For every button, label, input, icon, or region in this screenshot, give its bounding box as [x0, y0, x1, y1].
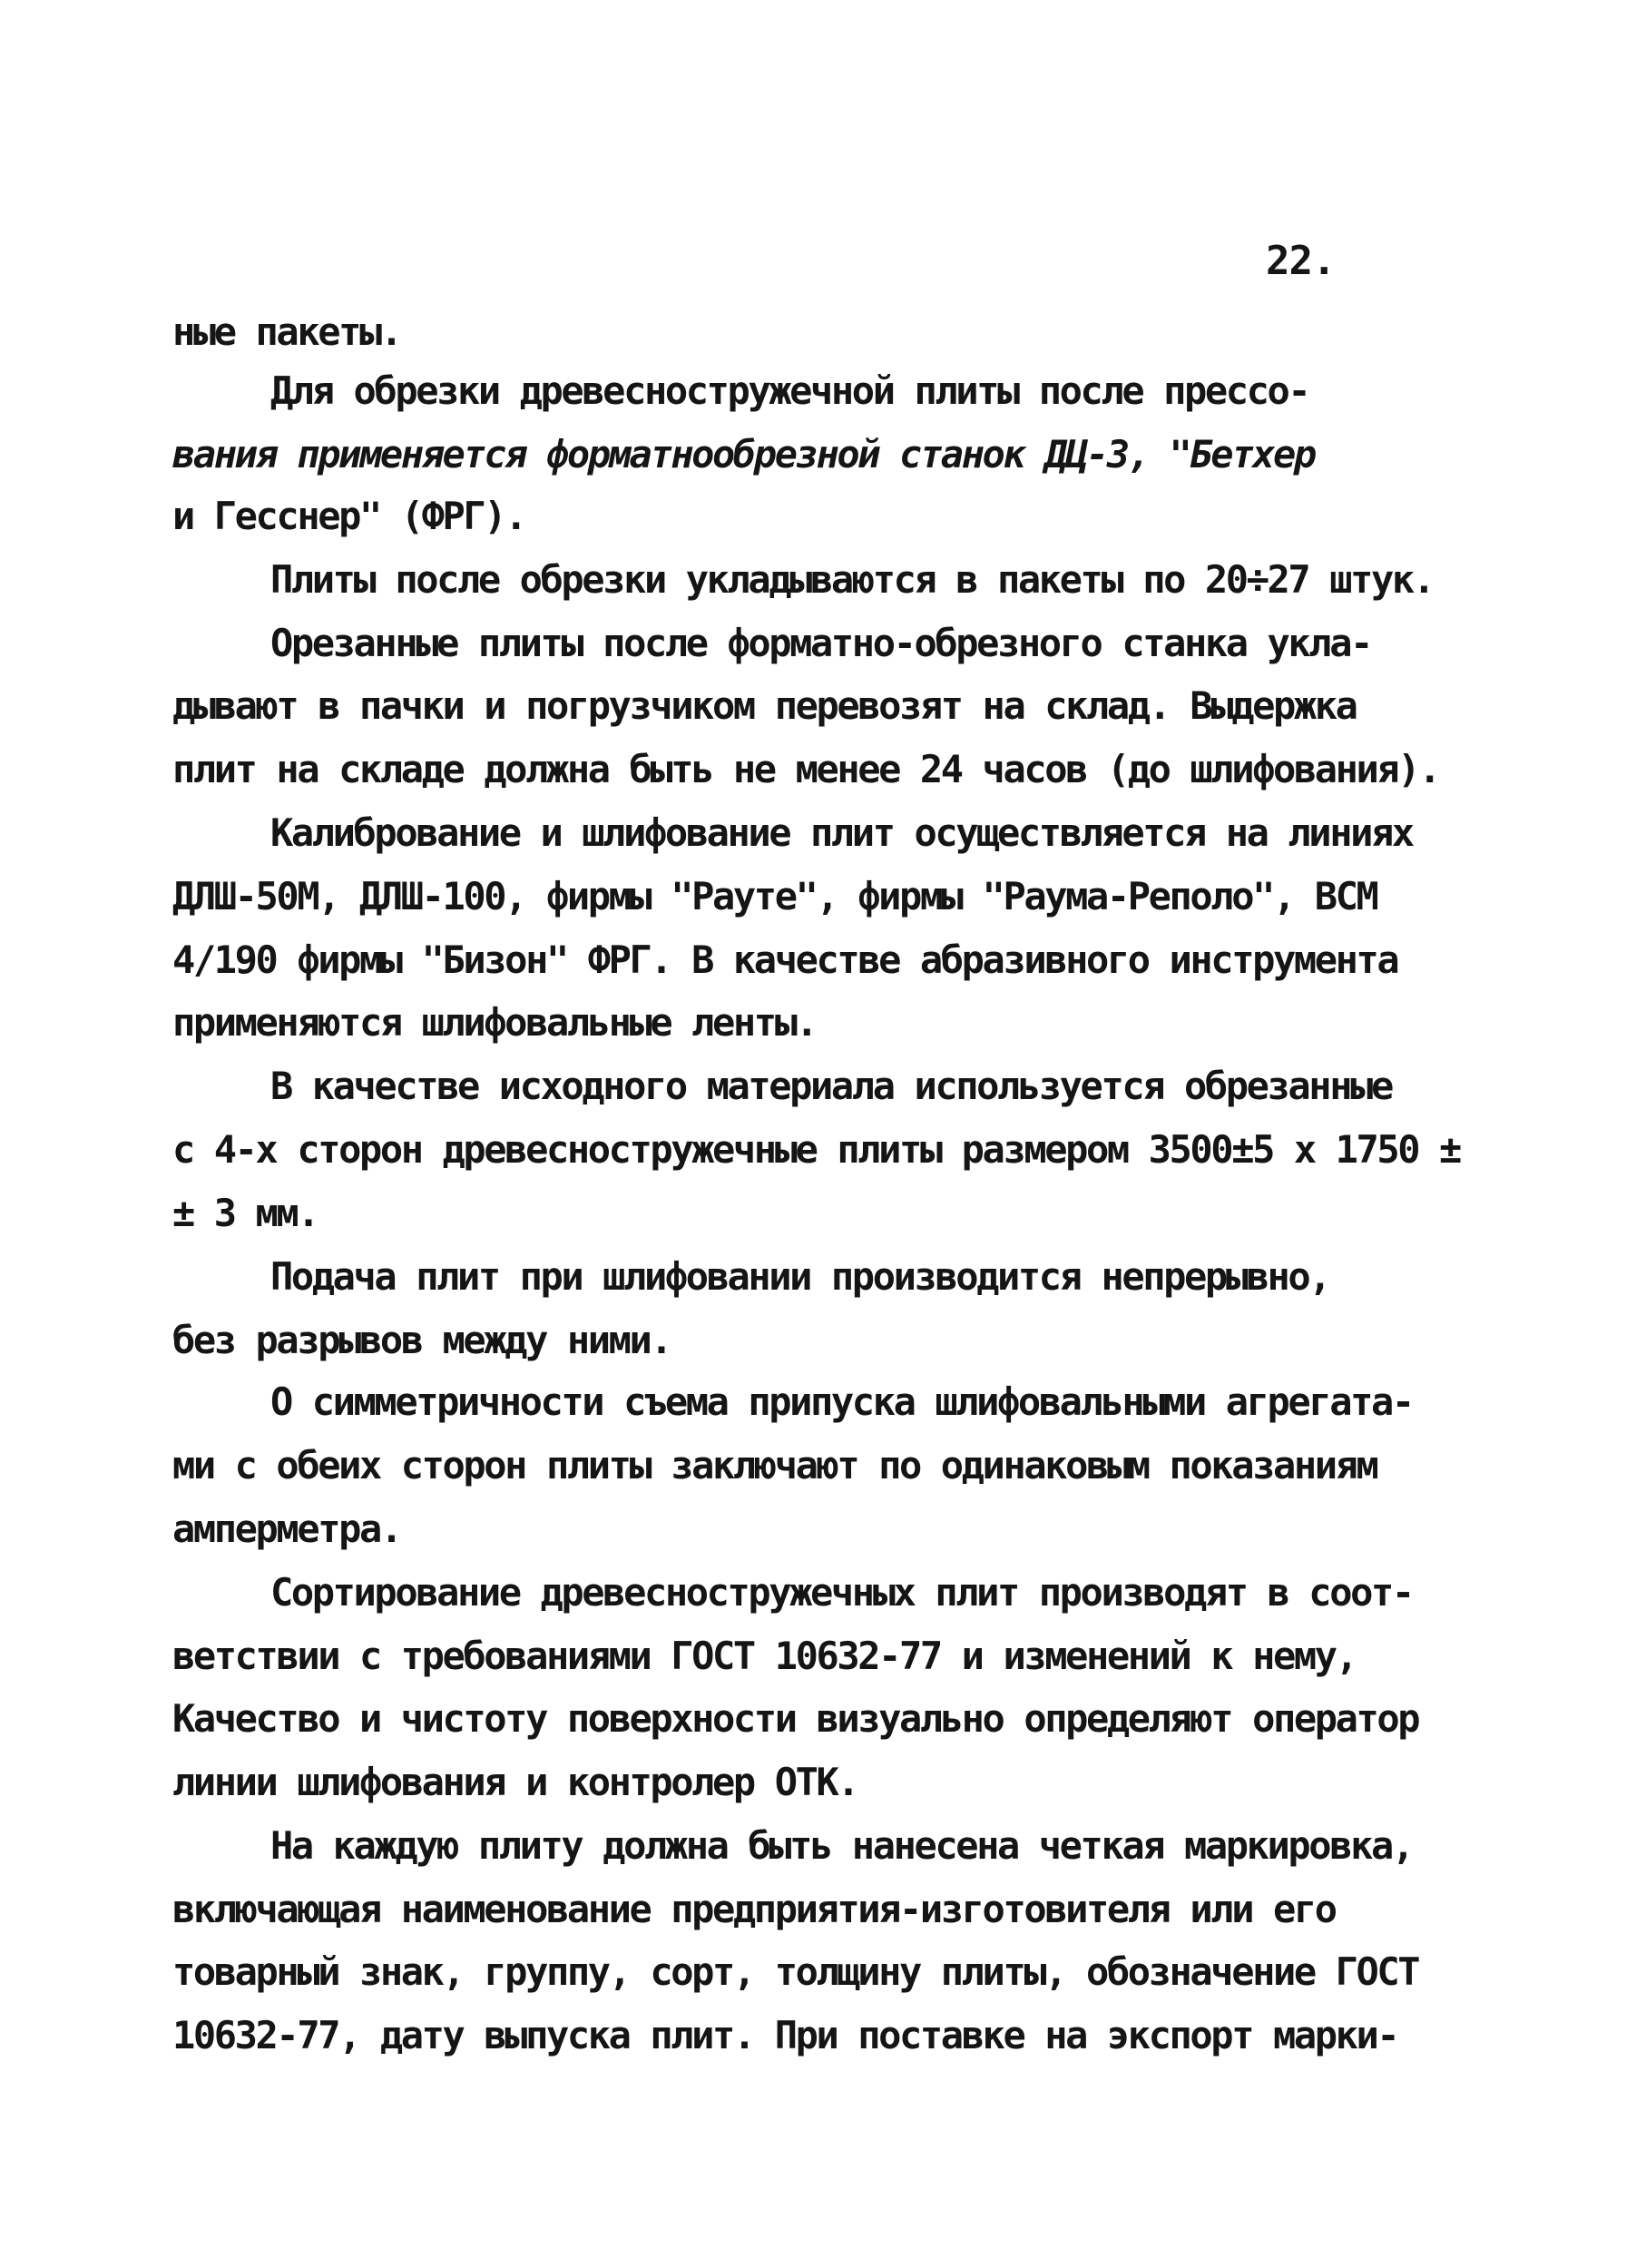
text-line-20: амперметра.	[172, 1507, 401, 1551]
text-line-15: ± 3 мм.	[172, 1191, 318, 1235]
text-line-25: На каждую плиту должна быть нанесена четкая маркировка,	[270, 1823, 1413, 1868]
text-line-17: без разрывов между ними.	[172, 1318, 671, 1362]
text-line-5: Плиты после обрезки укладываются в пакеты по 20÷27 штук.	[270, 557, 1434, 602]
text-line-18: О симметричности съема припуска шлифовальными агрегата-	[270, 1379, 1413, 1424]
text-line-14: с 4-х сторон древесностружечные плиты размером 3500±5 х 1750 ±	[172, 1127, 1460, 1172]
text-line-9: Калибрование и шлифование плит осуществляется на линиях	[270, 810, 1413, 855]
text-line-13: В качестве исходного материала используется обрезанные	[270, 1064, 1392, 1108]
text-line-8: плит на складе должна быть не менее 24 часов (до шлифования).	[172, 747, 1440, 791]
text-line-3: вания применяется форматнообрезной станок ДЦ-3, "Бетхер	[172, 432, 1315, 476]
text-line-11: 4/190 фирмы "Бизон" ФРГ. В качестве абразивного инструмента	[172, 938, 1398, 982]
text-line-27: товарный знак, группу, сорт, толщину плиты, обозначение ГОСТ	[172, 1949, 1419, 1994]
text-line-12: применяются шлифовальные ленты.	[172, 1000, 817, 1045]
text-line-10: ДЛШ-50М, ДЛШ-100, фирмы "Рауте", фирмы "Раума-Реполо", ВСМ	[172, 874, 1377, 918]
text-line-21: Сортирование древесностружечных плит производят в соот-	[270, 1570, 1413, 1615]
text-line-28: 10632-77, дату выпуска плит. При поставке на экспорт марки-	[172, 2013, 1398, 2057]
text-line-2: Для обрезки древесностружечной плиты после прессо-	[270, 368, 1309, 413]
text-line-6: Орезанные плиты после форматно-обрезного станка укла-	[270, 621, 1371, 665]
text-line-16: Подача плит при шлифовании производится непрерывно,	[270, 1254, 1330, 1299]
text-line-4: и Гесснер" (ФРГ).	[172, 494, 526, 538]
page-number: 22.	[1266, 238, 1336, 284]
text-line-19: ми с обеих сторон плиты заключают по одинаковым показаниям	[172, 1443, 1377, 1487]
text-line-7: дывают в пачки и погрузчиком перевозят на склад. Выдержка	[172, 683, 1357, 728]
text-line-23: Качество и чистоту поверхности визуально определяют оператор	[172, 1696, 1419, 1741]
text-line-26: включающая наименование предприятия-изготовителя или его	[172, 1887, 1336, 1931]
text-line-22: ветствии с требованиями ГОСТ 10632-77 и изменений к нему,	[172, 1634, 1357, 1678]
text-line-24: линии шлифования и контролер ОТК.	[172, 1760, 858, 1804]
text-line-1: ные пакеты.	[172, 309, 401, 354]
